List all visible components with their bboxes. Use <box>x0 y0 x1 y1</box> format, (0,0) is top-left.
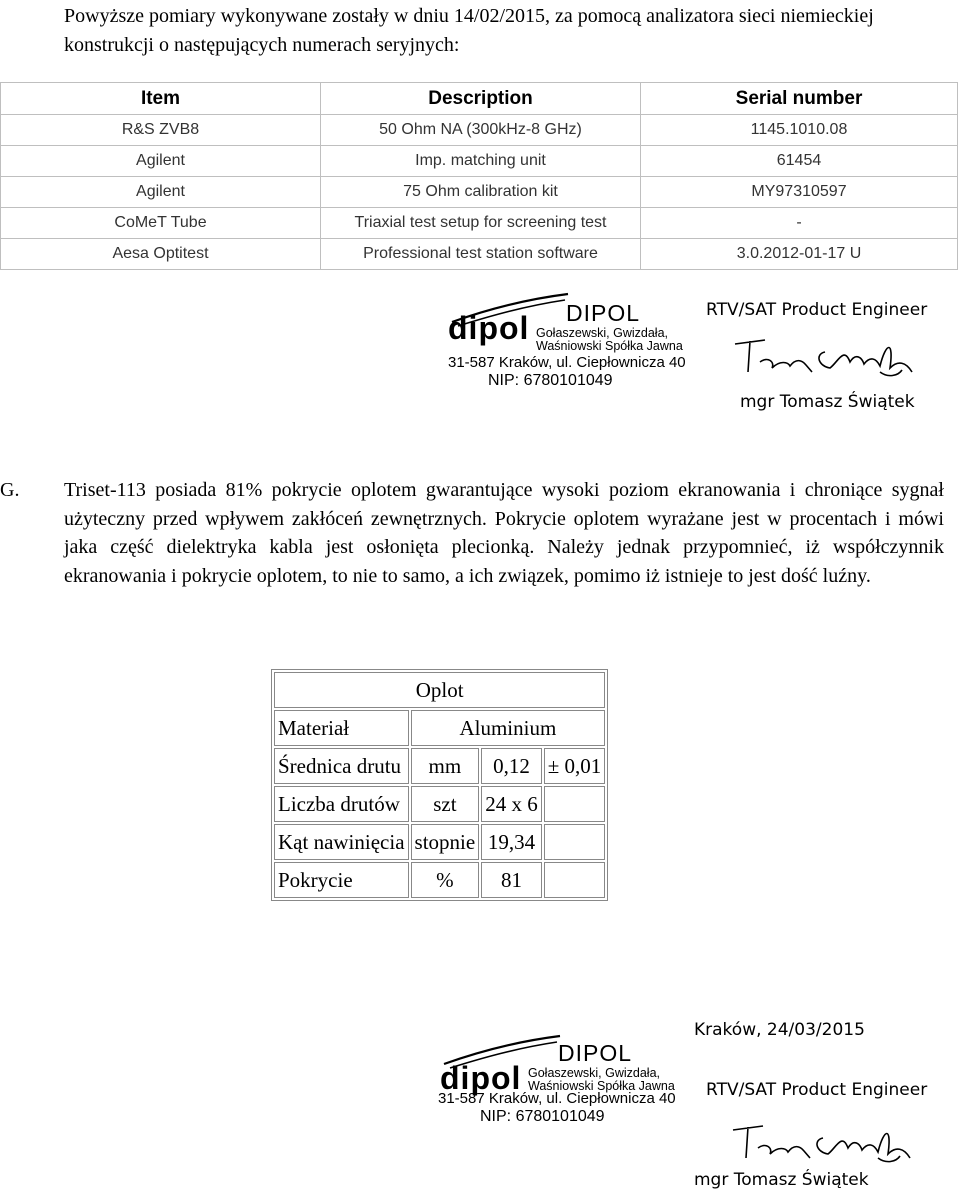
dipol-logo: dipol <box>440 1060 522 1096</box>
table-cell <box>544 824 606 860</box>
stamp-line-2: Waśniowski Spółka Jawna <box>528 1079 675 1093</box>
table-row <box>1 208 958 239</box>
stamp-line-1: Gołaszewski, Gwizdała, <box>536 326 668 340</box>
table-cell: % <box>411 862 480 898</box>
table-cell: 19,34 <box>481 824 542 860</box>
braid-spec-table <box>271 669 608 901</box>
stamp-nip: NIP: 6780101049 <box>480 1108 605 1125</box>
table-cell: Pokrycie <box>274 862 409 898</box>
signer-role: RTV/SAT Product Engineer <box>706 300 928 320</box>
stamp-line-2: Waśniowski Spółka Jawna <box>536 339 683 353</box>
table-cell: Agilent <box>1 177 321 208</box>
table-cell: CoMeT Tube <box>1 208 321 239</box>
table-cell: Aesa Optitest <box>1 239 321 270</box>
table-cell: 50 Ohm NA (300kHz-8 GHz) <box>321 115 641 146</box>
column-header-serial: Serial number <box>641 83 958 115</box>
stamp-address: 31-587 Kraków, ul. Ciepłownicza 40 <box>448 354 686 371</box>
table-cell: 61454 <box>641 146 958 177</box>
dipol-logo: dipol <box>448 310 530 346</box>
table-cell: Średnica drutu <box>274 748 409 784</box>
table-cell: 1145.1010.08 <box>641 115 958 146</box>
table-cell: 3.0.2012-01-17 U <box>641 239 958 270</box>
signer-name: mgr Tomasz Świątek <box>740 392 915 412</box>
table-cell: Triaxial test setup for screening test <box>321 208 641 239</box>
stamp-nip: NIP: 6780101049 <box>488 372 613 389</box>
handwritten-signature <box>728 1118 928 1168</box>
handwritten-signature <box>730 332 930 382</box>
description-paragraph <box>0 476 944 590</box>
place-date: Kraków, 24/03/2015 <box>694 1020 865 1040</box>
material-label: Materiał <box>274 710 409 746</box>
stamp-address: 31-587 Kraków, ul. Ciepłownicza 40 <box>438 1090 676 1107</box>
table-cell: Professional test station software <box>321 239 641 270</box>
table-row <box>274 748 605 784</box>
column-header-description: Description <box>321 83 641 115</box>
table-cell: ± 0,01 <box>544 748 606 784</box>
table-row <box>274 672 605 708</box>
table-cell <box>544 862 606 898</box>
table-cell: Agilent <box>1 146 321 177</box>
material-value: Aluminium <box>411 710 606 746</box>
braid-table-title: Oplot <box>274 672 605 708</box>
table-row <box>274 710 605 746</box>
table-cell <box>544 786 606 822</box>
table-row <box>274 786 605 822</box>
table-cell: Liczba drutów <box>274 786 409 822</box>
table-row <box>274 862 605 898</box>
table-cell: R&S ZVB8 <box>1 115 321 146</box>
column-header-item: Item <box>1 83 321 115</box>
signer-role: RTV/SAT Product Engineer <box>706 1080 928 1100</box>
table-row <box>1 239 958 270</box>
intro-text: Powyższe pomiary wykonywane zostały w dniu 14/02/2015, za pomocą analizatora sieci niemieckiej konstrukcji o następujących numerach seryjnych: <box>64 5 874 56</box>
table-cell: mm <box>411 748 480 784</box>
paragraph-text: Triset-113 posiada 81% pokrycie oplotem gwarantujące wysoki poziom ekranowania i chroniące sygnał użyteczny przed wpływem zakłóceń zewnętrznych. Pokrycie oplotem wyrażane jest w procentach i mówi jaka część dielektryka kabla jest osłonięta plecionką. Należy jednak przypomnieć, iż współczynnik ekranowania i pokrycie oplotem, to nie to samo, a ich związek, pomimo iż istnieje to jest dość luźny. <box>64 479 944 587</box>
company-stamp <box>440 292 686 402</box>
table-row <box>1 115 958 146</box>
stamp-line-1: Gołaszewski, Gwizdała, <box>528 1066 660 1080</box>
table-header-row <box>1 83 958 115</box>
table-cell: Kąt nawinięcia <box>274 824 409 860</box>
stamp-company-name: DIPOL <box>558 1040 633 1066</box>
table-cell: Imp. matching unit <box>321 146 641 177</box>
table-cell: 81 <box>481 862 542 898</box>
paragraph-lead: G. <box>0 479 20 501</box>
table-cell: 75 Ohm calibration kit <box>321 177 641 208</box>
equipment-table <box>0 82 958 270</box>
company-stamp <box>432 1034 676 1144</box>
table-cell: MY97310597 <box>641 177 958 208</box>
table-cell: szt <box>411 786 480 822</box>
table-row <box>1 146 958 177</box>
stamp-company-name: DIPOL <box>566 300 641 326</box>
table-cell: 24 x 6 <box>481 786 542 822</box>
table-cell: stopnie <box>411 824 480 860</box>
signer-name: mgr Tomasz Świątek <box>694 1170 869 1190</box>
table-row <box>1 177 958 208</box>
table-row <box>274 824 605 860</box>
table-cell: - <box>641 208 958 239</box>
table-cell: 0,12 <box>481 748 542 784</box>
